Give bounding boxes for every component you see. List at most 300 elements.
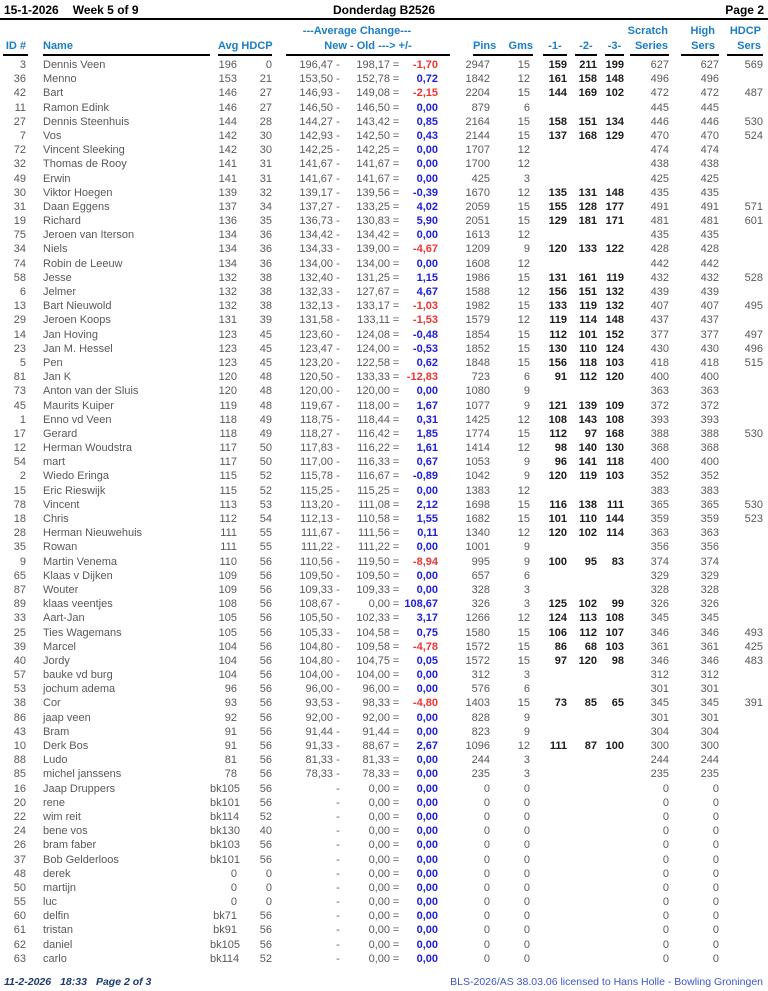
game-2-score (567, 767, 597, 781)
avg-new: 142,93 (299, 129, 333, 142)
avg-new: 112,13 (300, 513, 333, 525)
scratch-series: 407 (650, 300, 669, 313)
game-2-score (567, 938, 597, 952)
game-2-score (567, 923, 597, 937)
high-series: 377 (700, 328, 719, 341)
player-avg: 91 (224, 740, 237, 752)
game-1-score: 100 (548, 555, 567, 568)
pins-total: 1852 (465, 342, 490, 355)
player-hdcp: 56 (259, 697, 272, 710)
avg-change: 0,85 (416, 115, 438, 128)
game-2-score: 140 (578, 442, 597, 455)
dash-separator: - (336, 73, 340, 86)
avg-change: -2,15 (412, 87, 438, 100)
player-avg: 134 (218, 229, 237, 242)
game-3-score (597, 909, 624, 923)
avg-change: 0,72 (416, 73, 438, 86)
player-name: Menno (43, 73, 77, 86)
game-2-score: 120 (578, 654, 597, 667)
game-1-score: 130 (548, 342, 567, 355)
game-2-score: 118 (579, 356, 597, 369)
player-avg: 81 (224, 754, 237, 767)
game-3-score (597, 540, 624, 554)
player-name: Jordy (43, 654, 70, 667)
table-row (0, 711, 768, 725)
player-avg: 142 (218, 129, 237, 142)
player-hdcp: 34 (259, 200, 272, 213)
dash-separator: - (336, 938, 340, 951)
avg-new: 117,00 (300, 456, 333, 469)
dash-separator: - (336, 825, 340, 838)
player-avg: 131 (218, 314, 237, 327)
scratch-series: 627 (650, 59, 669, 71)
dash-separator: - (336, 186, 340, 199)
player-hdcp: 48 (259, 385, 272, 398)
avg-old: 124,08 (356, 328, 390, 341)
table-row (0, 555, 768, 569)
high-series: 472 (700, 87, 719, 100)
hdcp-series (719, 881, 763, 895)
avg-new (272, 810, 333, 824)
player-hdcp: 56 (259, 740, 272, 752)
scratch-series: 437 (650, 314, 669, 327)
player-hdcp: 52 (259, 470, 272, 483)
equals-sign: = (392, 924, 400, 937)
pins-total: 0 (483, 853, 490, 866)
player-avg: 113 (219, 498, 237, 511)
game-2-score: 112 (579, 626, 597, 639)
avg-new: 146,93 (299, 87, 333, 100)
avg-old: 0,00 (368, 938, 390, 951)
high-series: 329 (700, 569, 719, 582)
player-hdcp: 28 (259, 115, 272, 128)
game-2-score (567, 711, 597, 725)
high-series: 363 (700, 527, 719, 540)
games-count: 12 (517, 413, 530, 426)
player-id: 7 (19, 129, 26, 142)
high-series: 400 (700, 371, 719, 384)
avg-old: 198,17 (356, 59, 390, 71)
footer-print-time: 18:33 (60, 976, 87, 988)
equals-sign: = (392, 938, 400, 951)
game-3-score (597, 143, 624, 157)
hdcp-header: HDCP (729, 25, 761, 37)
high-series: 352 (700, 470, 719, 483)
game-2-score (567, 796, 597, 810)
pins-total: 1848 (465, 356, 490, 369)
avg-old: 124,00 (356, 342, 390, 355)
player-avg: 142 (218, 144, 237, 157)
player-hdcp: 45 (259, 328, 272, 341)
high-series: 481 (700, 215, 719, 228)
game-1-score (530, 867, 567, 881)
dash-separator: - (336, 399, 340, 412)
dash-separator: - (336, 725, 340, 738)
pins-total: 828 (471, 711, 490, 724)
avg-old: 109,33 (356, 583, 390, 596)
games-count: 9 (523, 385, 530, 398)
game-1-score (530, 810, 567, 824)
equals-sign: = (392, 243, 400, 256)
high-series: 435 (700, 186, 719, 199)
equals-sign: = (392, 527, 400, 540)
equals-sign: = (392, 669, 400, 682)
player-id: 34 (13, 243, 26, 256)
games-count: 9 (523, 456, 530, 469)
high-series: 346 (700, 626, 719, 639)
table-row (0, 228, 768, 242)
pins-total: 1682 (465, 513, 490, 525)
high-series: 491 (700, 200, 719, 213)
player-id: 18 (13, 513, 26, 525)
player-id: 61 (13, 924, 26, 937)
games-count: 3 (523, 768, 530, 781)
dash-separator: - (336, 286, 340, 298)
player-name: Herman Nieuwehuis (43, 527, 143, 540)
game-2-score: 138 (578, 498, 597, 511)
games-count: 0 (523, 867, 530, 880)
scratch-series: 345 (650, 697, 669, 710)
game-2-score (567, 583, 597, 597)
game-2-score: 139 (578, 399, 597, 412)
avg-change: 1,85 (416, 427, 438, 440)
hdcp-series (719, 909, 763, 923)
scratch-series: 0 (662, 881, 669, 894)
avg-old: 139,00 (356, 243, 390, 256)
player-avg: 134 (218, 257, 237, 270)
pins-gms-column-header (473, 39, 533, 56)
avg-old: 133,25 (356, 200, 390, 213)
game-2-score: 102 (578, 598, 597, 611)
game-3-score: 103 (605, 356, 624, 369)
equals-sign: = (392, 896, 400, 909)
dash-separator: - (336, 456, 340, 469)
hdcp-series (719, 853, 763, 867)
high-series: 244 (700, 754, 719, 767)
equals-sign: = (392, 385, 400, 398)
game-3-score: 99 (611, 598, 624, 611)
pins-total: 2051 (465, 215, 490, 228)
player-avg: 119 (219, 399, 237, 412)
player-name: Pen (43, 356, 63, 369)
game-2-score: 141 (578, 456, 597, 469)
pins-total: 1053 (465, 456, 490, 469)
game-3-score (597, 157, 624, 171)
scratch-series: 363 (650, 527, 669, 540)
avg-old: 88,67 (362, 740, 390, 752)
games-count: 15 (517, 498, 530, 511)
equals-sign: = (392, 725, 400, 738)
table-row (0, 427, 768, 441)
table-row (0, 526, 768, 540)
high-series: 326 (700, 598, 719, 611)
player-name: bauke vd burg (43, 669, 113, 682)
avg-new: 139,17 (299, 186, 333, 199)
avg-new: 146,50 (299, 101, 333, 114)
scratch-series: 400 (650, 371, 669, 384)
high-series: 435 (700, 229, 719, 242)
games-count: 15 (517, 513, 530, 525)
avg-old: 149,08 (356, 87, 390, 100)
player-avg: 92 (224, 711, 237, 724)
equals-sign: = (392, 853, 400, 866)
player-id: 42 (13, 87, 26, 100)
hdcp-series: 495 (744, 300, 763, 313)
games-count: 12 (517, 73, 530, 86)
avg-new: 78,33 (305, 768, 333, 781)
player-id: 73 (13, 385, 26, 398)
avg-change: 1,15 (416, 271, 438, 284)
avg-change: 0,00 (416, 683, 438, 696)
player-hdcp: 56 (259, 924, 272, 937)
dash-separator: - (336, 427, 340, 440)
player-name: Ludo (43, 754, 68, 767)
game-3-score: 119 (606, 271, 624, 284)
player-id: 31 (13, 200, 26, 213)
dash-separator: - (336, 612, 340, 625)
hdcp-series (719, 867, 763, 881)
avg-old: 109,58 (356, 640, 390, 653)
game-1-score (530, 157, 567, 171)
avg-new: 118,27 (300, 427, 333, 440)
games-count: 6 (523, 569, 530, 582)
table-row (0, 725, 768, 739)
avg-change: 0,00 (416, 711, 438, 724)
high-series: 383 (700, 484, 719, 497)
table-row (0, 512, 768, 526)
player-id: 17 (13, 427, 26, 440)
scratch-series: 0 (662, 924, 669, 937)
scratch-series: 0 (662, 910, 669, 923)
games-count: 15 (517, 626, 530, 639)
dash-separator: - (336, 385, 340, 398)
avg-old: 133,17 (356, 300, 390, 313)
player-avg: bk71 (213, 910, 237, 923)
avg-new: 132,40 (299, 271, 333, 284)
player-hdcp: 56 (259, 768, 272, 781)
player-hdcp: 27 (259, 87, 272, 100)
high-series: 0 (712, 867, 719, 880)
games-count: 6 (523, 683, 530, 696)
player-id: 2 (19, 470, 26, 483)
game-3-score (597, 867, 624, 881)
player-hdcp: 38 (259, 300, 272, 313)
player-hdcp: 56 (259, 725, 272, 738)
player-hdcp: 56 (259, 669, 272, 682)
avg-change: 0,00 (416, 669, 438, 682)
scratch-series: 368 (650, 442, 669, 455)
hdcp-series (719, 413, 763, 427)
player-id: 32 (13, 158, 26, 171)
games-count: 15 (517, 356, 530, 369)
scratch-series: 0 (662, 782, 669, 795)
player-avg: 118 (219, 413, 237, 426)
player-name: Thomas de Rooy (43, 158, 127, 171)
player-hdcp: 56 (259, 654, 272, 667)
player-hdcp: 38 (259, 286, 272, 298)
game-1-score: 108 (548, 413, 567, 426)
league-title: Donderdag B2526 (332, 3, 436, 17)
game-1-score: 129 (548, 215, 567, 228)
games-count: 15 (517, 200, 530, 213)
avg-change: 0,00 (416, 541, 438, 554)
player-avg: 115 (219, 470, 237, 483)
player-name: Jaap Druppers (43, 782, 116, 795)
pins-total: 879 (471, 101, 490, 114)
game-1-score: 131 (548, 271, 567, 284)
player-name: tristan (43, 924, 73, 937)
avg-change: 0,00 (416, 583, 438, 596)
game-1-score: 112 (549, 328, 567, 341)
scratch-series: 445 (650, 101, 669, 114)
game-2-score: 102 (578, 527, 597, 540)
player-avg: 132 (218, 286, 237, 298)
avg-change: 0,05 (416, 654, 438, 667)
player-name: klaas veentjes (43, 598, 113, 611)
high-series: 356 (700, 541, 719, 554)
high-series: 301 (700, 711, 719, 724)
game-2-score (567, 838, 597, 852)
hdcp-series: 493 (744, 626, 763, 639)
table-row (0, 696, 768, 710)
pins-total: 326 (471, 598, 490, 611)
game-2-score: 143 (578, 413, 597, 426)
game-1-score: 135 (548, 186, 567, 199)
games-count: 0 (523, 910, 530, 923)
avg-change: 4,02 (416, 200, 438, 213)
dash-separator: - (336, 300, 340, 313)
pins-total: 0 (483, 896, 490, 909)
table-row (0, 626, 768, 640)
player-avg: 109 (218, 583, 237, 596)
player-hdcp: 40 (259, 825, 272, 838)
hdcp-series: 523 (744, 513, 763, 525)
table-row (0, 413, 768, 427)
game-1-score: 116 (549, 498, 567, 511)
player-hdcp: 54 (259, 513, 272, 525)
hdcp-series: 530 (744, 115, 763, 128)
game-2-score: 87 (584, 740, 597, 752)
avg-change: 0,00 (416, 172, 438, 185)
dash-separator: - (336, 271, 340, 284)
player-name: Chris (43, 513, 69, 525)
id-column-header: ID # (3, 39, 28, 56)
dash-separator: - (336, 243, 340, 256)
player-hdcp: 21 (259, 73, 272, 86)
dash-separator: - (336, 867, 340, 880)
games-count: 15 (517, 342, 530, 355)
player-avg: bk130 (210, 825, 240, 838)
table-row (0, 853, 768, 867)
hdcp-series (719, 810, 763, 824)
equals-sign: = (392, 555, 400, 568)
player-name: daniel (43, 938, 73, 951)
game-3-score: 144 (605, 513, 624, 525)
avg-new: 136,73 (299, 215, 333, 228)
game-2-score (567, 101, 597, 115)
avg-change: -0,48 (412, 328, 438, 341)
scratch-series: 361 (650, 640, 669, 653)
player-avg: 134 (218, 243, 237, 256)
scratch-series: 491 (650, 200, 669, 213)
table-row (0, 143, 768, 157)
equals-sign: = (392, 314, 400, 327)
player-name: Niels (43, 243, 68, 256)
scratch-series-column-header: Series (630, 39, 669, 56)
game-3-score (597, 725, 624, 739)
avg-old: 141,67 (356, 172, 390, 185)
table-row (0, 909, 768, 923)
player-avg: 96 (224, 683, 237, 696)
avg-change: 0,00 (416, 839, 438, 852)
games-count: 9 (523, 555, 530, 568)
games-count: 0 (523, 839, 530, 852)
game-2-score: 133 (578, 243, 597, 256)
table-row (0, 867, 768, 881)
player-avg: 123 (218, 328, 237, 341)
dash-separator: - (336, 328, 340, 341)
high-series: 346 (700, 654, 719, 667)
avg-new (272, 824, 333, 838)
hdcp-series: 530 (744, 498, 763, 511)
high-series: 439 (700, 286, 719, 298)
hdcp-series (719, 611, 763, 625)
hdcp-series (719, 938, 763, 952)
player-avg: 91 (224, 725, 237, 738)
avg-change: 0,00 (416, 229, 438, 242)
avg-old: 116,22 (357, 442, 390, 455)
high-series: 0 (712, 924, 719, 937)
game-3-score (597, 838, 624, 852)
player-name: bram faber (43, 839, 97, 852)
hdcp-series: 487 (744, 87, 763, 100)
player-avg: 123 (218, 342, 237, 355)
table-row (0, 271, 768, 285)
pins-column-header: Pins (473, 40, 497, 52)
equals-sign: = (392, 172, 400, 185)
avg-old: 143,42 (356, 115, 390, 128)
equals-sign: = (392, 711, 400, 724)
table-row (0, 328, 768, 342)
table-row (0, 810, 768, 824)
game-2-score: 119 (579, 470, 597, 483)
games-count: 3 (523, 754, 530, 767)
table-row (0, 824, 768, 838)
game-3-score: 122 (605, 243, 624, 256)
dash-separator: - (336, 555, 340, 568)
player-hdcp: 36 (259, 229, 272, 242)
game-3-score (597, 923, 624, 937)
high-series: 0 (712, 796, 719, 809)
high-series: 627 (700, 59, 719, 71)
games-count: 3 (523, 598, 530, 611)
pins-total: 0 (483, 782, 490, 795)
scratch-series: 383 (650, 484, 669, 497)
game-3-score: 118 (606, 456, 624, 469)
table-row (0, 654, 768, 668)
player-id: 87 (13, 583, 26, 596)
game-1-score (530, 838, 567, 852)
pins-total: 1774 (465, 427, 490, 440)
games-count: 15 (517, 654, 530, 667)
avg-new: 111,67 (300, 527, 333, 540)
pins-total: 425 (471, 172, 490, 185)
game-1-score: 125 (548, 598, 567, 611)
equals-sign: = (392, 413, 400, 426)
player-hdcp: 0 (265, 59, 272, 71)
scratch-series: 352 (650, 470, 669, 483)
player-id: 88 (13, 754, 26, 767)
